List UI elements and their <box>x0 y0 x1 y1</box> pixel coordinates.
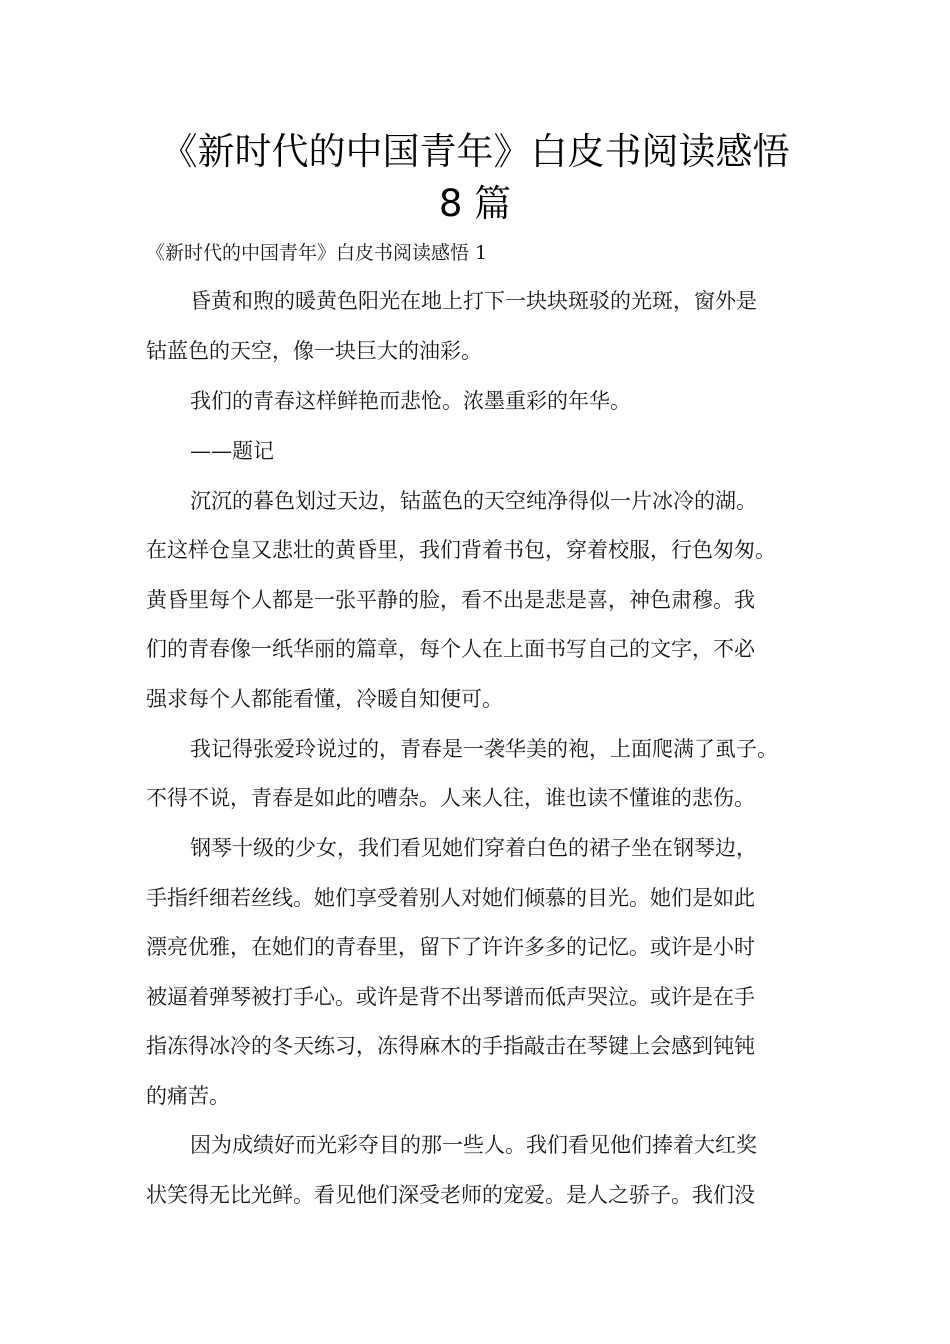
text-line: 我们的青春这样鲜艳而悲怆。浓墨重彩的年华。 <box>190 389 631 413</box>
text-line: 黄昏里每个人都是一张平静的脸，看不出是悲是喜，神色肃穆。我 <box>146 588 755 612</box>
text-line: 被逼着弹琴被打手心。或许是背不出琴谱而低声哭泣。或许是在手 <box>146 985 755 1009</box>
document-title: 《新时代的中国青年》白皮书阅读感悟 <box>160 130 790 173</box>
text-line: 在这样仓皇又悲壮的黄昏里，我们背着书包，穿着校服，行色匆匆。 <box>146 538 776 562</box>
text-line: 们的青春像一纸华丽的篇章，每个人在上面书写自己的文字，不必 <box>146 637 755 661</box>
text-line: 强求每个人都能看懂，冷暖自知便可。 <box>146 687 503 711</box>
epigraph-attribution: ——题记 <box>190 439 274 463</box>
text-line: 钴蓝色的天空，像一块巨大的油彩。 <box>146 339 482 363</box>
document-title-continuation: 8 篇 <box>438 182 512 225</box>
text-line: 不得不说，青春是如此的嘈杂。人来人往，谁也读不懂谁的悲伤。 <box>146 786 755 810</box>
text-line: 指冻得冰冷的冬天练习，冻得麻木的手指敲击在琴键上会感到钝钝 <box>146 1034 755 1058</box>
text-line: 钢琴十级的少女，我们看见她们穿着白色的裙子坐在钢琴边， <box>190 836 757 860</box>
text-line: 手指纤细若丝线。她们享受着别人对她们倾慕的目光。她们是如此 <box>146 886 755 910</box>
text-line: 状笑得无比光鲜。看见他们深受老师的宠爱。是人之骄子。我们没 <box>146 1183 755 1207</box>
text-line: 的痛苦。 <box>146 1084 230 1108</box>
text-line: 因为成绩好而光彩夺目的那一些人。我们看见他们捧着大红奖 <box>190 1133 757 1157</box>
text-line: 昏黄和煦的暖黄色阳光在地上打下一块块斑驳的光斑，窗外是 <box>190 289 757 313</box>
section-heading: 《新时代的中国青年》白皮书阅读感悟 1 <box>146 242 488 264</box>
text-line: 我记得张爱玲说过的，青春是一袭华美的袍，上面爬满了虱子。 <box>190 737 778 761</box>
text-line: 漂亮优雅，在她们的青春里，留下了许许多多的记忆。或许是小时 <box>146 935 755 959</box>
text-line: 沉沉的暮色划过天边，钴蓝色的天空纯净得似一片冰冷的湖。 <box>190 489 757 513</box>
